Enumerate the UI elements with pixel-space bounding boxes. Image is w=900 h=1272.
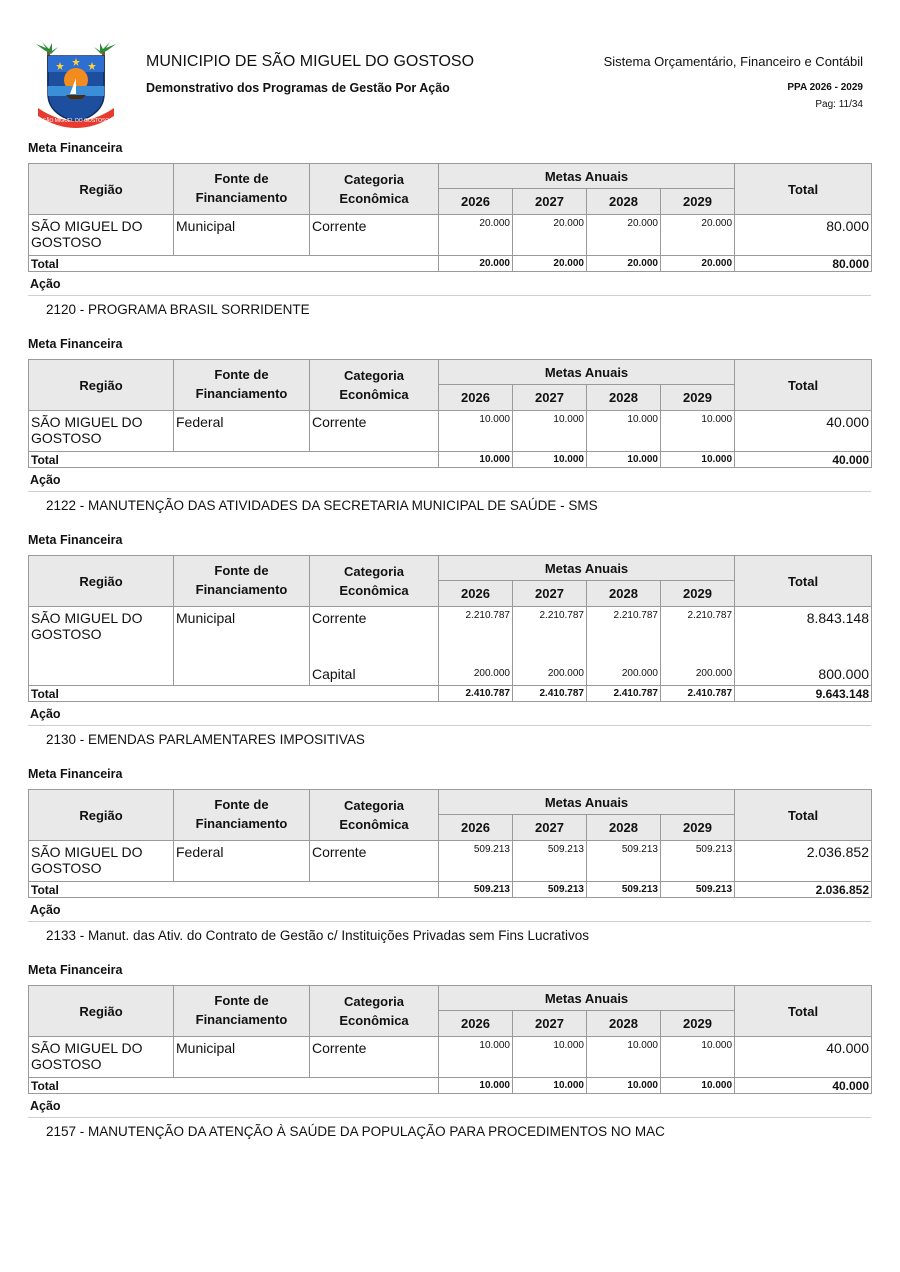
meta-section: [28, 139, 871, 335]
total-year-value: 509.213: [587, 882, 661, 898]
col-header-fonte: Fonte de Financiamento: [174, 164, 310, 215]
cell-year-value: 10.000: [587, 1037, 661, 1078]
cell-year-value: 10.000: [513, 1037, 587, 1078]
municipal-coat-of-arms-logo: [30, 42, 122, 130]
table-row: [29, 647, 872, 686]
col-header-categoria: Categoria Econômica: [310, 986, 439, 1037]
acao-description: 2130 - EMENDAS PARLAMENTARES IMPOSITIVAS: [46, 732, 365, 747]
col-header-year: 2029: [661, 581, 735, 607]
table-total-row: [29, 882, 872, 898]
meta-financeira-heading: Meta Financeira: [28, 337, 123, 351]
cell-year-value: 509.213: [439, 841, 513, 882]
cell-year-value: 2.210.787: [587, 607, 661, 648]
total-row-label: Total: [29, 452, 439, 468]
table-row: [29, 607, 872, 648]
col-header-categoria: Categoria Econômica: [310, 790, 439, 841]
table-row: [29, 215, 872, 256]
cell-year-value: 200.000: [587, 647, 661, 686]
col-header-total: Total: [735, 790, 872, 841]
col-header-year: 2028: [587, 385, 661, 411]
acao-heading: Ação: [28, 473, 871, 492]
col-header-regiao: Região: [29, 556, 174, 607]
table-row: [29, 411, 872, 452]
col-header-categoria: Categoria Econômica: [310, 164, 439, 215]
table-total-row: [29, 686, 872, 702]
cell-fonte: Municipal: [174, 1037, 310, 1078]
total-row-label: Total: [29, 256, 439, 272]
meta-financeira-table: [28, 163, 872, 272]
cell-categoria: Corrente: [310, 215, 439, 256]
municipality-name: MUNICIPIO DE SÃO MIGUEL DO GOSTOSO: [146, 53, 475, 70]
col-header-categoria: Categoria Econômica: [310, 360, 439, 411]
grand-total-value: 80.000: [735, 256, 872, 272]
total-year-value: 20.000: [439, 256, 513, 272]
meta-section: [28, 531, 871, 765]
col-header-fonte: Fonte de Financiamento: [174, 986, 310, 1037]
table-total-row: [29, 1078, 872, 1094]
col-header-fonte: Fonte de Financiamento: [174, 360, 310, 411]
cell-year-value: 10.000: [439, 411, 513, 452]
total-year-value: 10.000: [587, 1078, 661, 1094]
cell-fonte: Municipal: [174, 215, 310, 256]
cell-year-value: 10.000: [439, 1037, 513, 1078]
logo-ribbon-text: SÃO MIGUEL DO GOSTOSO: [42, 118, 110, 124]
col-header-total: Total: [735, 164, 872, 215]
cell-regiao: [29, 647, 174, 686]
cell-year-value: 509.213: [587, 841, 661, 882]
cell-year-value: 10.000: [661, 1037, 735, 1078]
cell-year-value: 509.213: [513, 841, 587, 882]
col-header-year: 2029: [661, 1011, 735, 1037]
table-row: [29, 1037, 872, 1078]
total-year-value: 20.000: [587, 256, 661, 272]
table-total-row: [29, 452, 872, 468]
col-header-year: 2028: [587, 1011, 661, 1037]
acao-heading: Ação: [28, 1099, 871, 1118]
col-header-regiao: Região: [29, 790, 174, 841]
system-name: Sistema Orçamentário, Financeiro e Contábil: [603, 54, 863, 69]
cell-year-value: 2.210.787: [661, 607, 735, 648]
cell-year-value: 509.213: [661, 841, 735, 882]
meta-financeira-table: [28, 985, 872, 1094]
ppa-period: PPA 2026 - 2029: [787, 82, 863, 93]
cell-year-value: 2.210.787: [439, 607, 513, 648]
cell-row-total: 2.036.852: [735, 841, 872, 882]
total-row-label: Total: [29, 1078, 439, 1094]
col-header-year: 2026: [439, 189, 513, 215]
report-content: [28, 139, 871, 1143]
meta-section: [28, 961, 871, 1143]
col-header-year: 2027: [513, 815, 587, 841]
cell-fonte: Federal: [174, 841, 310, 882]
total-year-value: 2.410.787: [439, 686, 513, 702]
col-header-categoria: Categoria Econômica: [310, 556, 439, 607]
cell-year-value: 20.000: [661, 215, 735, 256]
total-year-value: 10.000: [587, 452, 661, 468]
cell-year-value: 2.210.787: [513, 607, 587, 648]
acao-description: 2122 - MANUTENÇÃO DAS ATIVIDADES DA SECRETARIA MUNICIPAL DE SAÚDE - SMS: [46, 498, 598, 513]
col-header-total: Total: [735, 360, 872, 411]
cell-fonte: [174, 647, 310, 686]
col-header-year: 2027: [513, 581, 587, 607]
total-year-value: 20.000: [661, 256, 735, 272]
col-header-total: Total: [735, 986, 872, 1037]
cell-year-value: 20.000: [587, 215, 661, 256]
cell-categoria: Corrente: [310, 1037, 439, 1078]
col-header-metas-anuais: Metas Anuais: [439, 360, 735, 385]
total-year-value: 10.000: [661, 452, 735, 468]
col-header-year: 2027: [513, 385, 587, 411]
total-year-value: 10.000: [439, 1078, 513, 1094]
total-year-value: 20.000: [513, 256, 587, 272]
col-header-metas-anuais: Metas Anuais: [439, 986, 735, 1011]
col-header-regiao: Região: [29, 986, 174, 1037]
cell-row-total: 40.000: [735, 1037, 872, 1078]
meta-financeira-heading: Meta Financeira: [28, 963, 123, 977]
total-year-value: 2.410.787: [587, 686, 661, 702]
cell-regiao: SÃO MIGUEL DO GOSTOSO: [29, 411, 174, 452]
cell-year-value: 10.000: [661, 411, 735, 452]
total-year-value: 10.000: [661, 1078, 735, 1094]
cell-year-value: 10.000: [587, 411, 661, 452]
total-year-value: 509.213: [439, 882, 513, 898]
cell-regiao: SÃO MIGUEL DO GOSTOSO: [29, 841, 174, 882]
cell-fonte: Federal: [174, 411, 310, 452]
total-year-value: 509.213: [661, 882, 735, 898]
col-header-regiao: Região: [29, 164, 174, 215]
report-title: Demonstrativo dos Programas de Gestão Por Ação: [146, 81, 450, 95]
total-row-label: Total: [29, 882, 439, 898]
meta-financeira-heading: Meta Financeira: [28, 533, 123, 547]
cell-year-value: 10.000: [513, 411, 587, 452]
grand-total-value: 40.000: [735, 1078, 872, 1094]
meta-financeira-table: [28, 789, 872, 898]
total-year-value: 10.000: [513, 1078, 587, 1094]
grand-total-value: 2.036.852: [735, 882, 872, 898]
cell-row-total: 80.000: [735, 215, 872, 256]
total-year-value: 2.410.787: [513, 686, 587, 702]
table-total-row: [29, 256, 872, 272]
cell-categoria: Corrente: [310, 841, 439, 882]
col-header-year: 2027: [513, 1011, 587, 1037]
total-year-value: 2.410.787: [661, 686, 735, 702]
col-header-year: 2029: [661, 815, 735, 841]
acao-heading: Ação: [28, 903, 871, 922]
cell-year-value: 20.000: [513, 215, 587, 256]
acao-description: 2133 - Manut. das Ativ. do Contrato de Gestão c/ Instituições Privadas sem Fins Lucrativos: [46, 928, 590, 943]
cell-row-total: 8.843.148: [735, 607, 872, 648]
cell-categoria: Capital: [310, 647, 439, 686]
cell-regiao: SÃO MIGUEL DO GOSTOSO: [29, 1037, 174, 1078]
meta-financeira-heading: Meta Financeira: [28, 141, 123, 155]
acao-description: 2120 - PROGRAMA BRASIL SORRIDENTE: [46, 302, 310, 317]
table-row: [29, 841, 872, 882]
col-header-metas-anuais: Metas Anuais: [439, 164, 735, 189]
col-header-fonte: Fonte de Financiamento: [174, 556, 310, 607]
col-header-year: 2026: [439, 385, 513, 411]
cell-regiao: SÃO MIGUEL DO GOSTOSO: [29, 215, 174, 256]
col-header-metas-anuais: Metas Anuais: [439, 556, 735, 581]
meta-financeira-table: [28, 359, 872, 468]
col-header-year: 2029: [661, 189, 735, 215]
acao-heading: Ação: [28, 277, 871, 296]
col-header-fonte: Fonte de Financiamento: [174, 790, 310, 841]
cell-year-value: 20.000: [439, 215, 513, 256]
cell-categoria: Corrente: [310, 411, 439, 452]
cell-row-total: 800.000: [735, 647, 872, 686]
page-number: Pag: 11/34: [815, 99, 863, 110]
cell-row-total: 40.000: [735, 411, 872, 452]
grand-total-value: 9.643.148: [735, 686, 872, 702]
col-header-year: 2026: [439, 815, 513, 841]
cell-year-value: 200.000: [513, 647, 587, 686]
cell-regiao: SÃO MIGUEL DO GOSTOSO: [29, 607, 174, 648]
total-year-value: 509.213: [513, 882, 587, 898]
acao-heading: Ação: [28, 707, 871, 726]
col-header-regiao: Região: [29, 360, 174, 411]
cell-year-value: 200.000: [439, 647, 513, 686]
col-header-year: 2026: [439, 1011, 513, 1037]
cell-year-value: 200.000: [661, 647, 735, 686]
col-header-year: 2026: [439, 581, 513, 607]
col-header-year: 2028: [587, 189, 661, 215]
grand-total-value: 40.000: [735, 452, 872, 468]
total-row-label: Total: [29, 686, 439, 702]
cell-categoria: Corrente: [310, 607, 439, 648]
col-header-year: 2029: [661, 385, 735, 411]
acao-description: 2157 - MANUTENÇÃO DA ATENÇÃO À SAÚDE DA POPULAÇÃO PARA PROCEDIMENTOS NO MAC: [46, 1124, 665, 1139]
col-header-year: 2028: [587, 815, 661, 841]
col-header-metas-anuais: Metas Anuais: [439, 790, 735, 815]
total-year-value: 10.000: [513, 452, 587, 468]
meta-financeira-heading: Meta Financeira: [28, 767, 123, 781]
col-header-year: 2027: [513, 189, 587, 215]
total-year-value: 10.000: [439, 452, 513, 468]
col-header-total: Total: [735, 556, 872, 607]
cell-fonte: Municipal: [174, 607, 310, 648]
meta-section: [28, 765, 871, 961]
meta-section: [28, 335, 871, 531]
col-header-year: 2028: [587, 581, 661, 607]
meta-financeira-table: [28, 555, 872, 702]
